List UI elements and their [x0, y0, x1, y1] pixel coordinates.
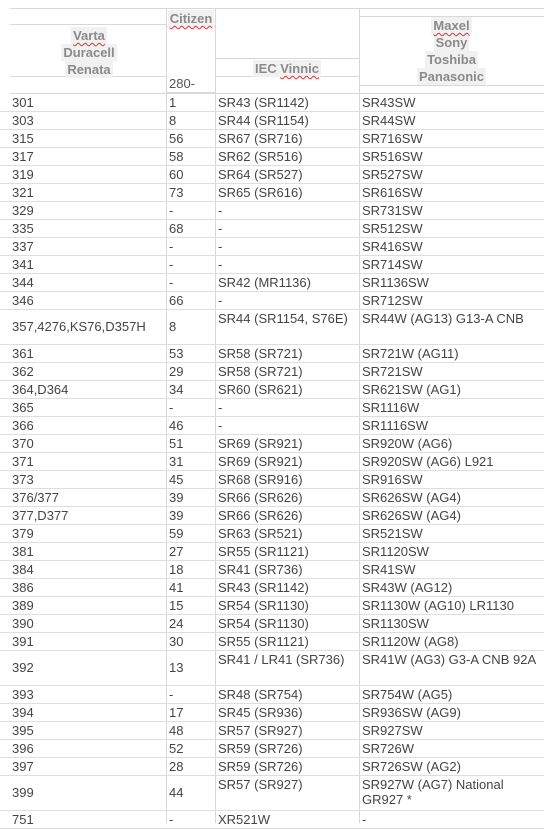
citizen-code-cell: 73: [169, 185, 184, 200]
table-row: [0, 740, 544, 758]
maxel-code-cell: SR712SW: [362, 293, 423, 308]
varta-code-cell: 386: [12, 580, 34, 595]
table-row: [0, 345, 544, 363]
varta-code-cell: 390: [12, 616, 34, 631]
citizen-code-cell: 45: [169, 472, 184, 487]
varta-code-cell: 346: [12, 293, 34, 308]
table-row: [0, 238, 544, 256]
iec-code-cell: SR43 (SR1142): [218, 95, 309, 110]
varta-code-cell: 394: [12, 705, 34, 720]
varta-code-cell: 373: [12, 472, 34, 487]
maxel-code-cell: SR920SW (AG6) L921: [362, 454, 494, 469]
maxel-code-cell: SR43SW: [362, 95, 416, 110]
iec-code-cell: SR62 (SR516): [218, 149, 303, 164]
maxel-code-cell: SR516SW: [362, 149, 423, 164]
maxel-code-cell: SR936SW (AG9): [362, 705, 461, 720]
varta-code-cell: 381: [12, 544, 34, 559]
maxel-code-cell: SR1130SW: [362, 616, 429, 631]
maxel-code-cell: SR44SW: [362, 113, 416, 128]
iec-code-cell: -: [218, 257, 223, 272]
iec-code-cell: -: [218, 203, 223, 218]
iec-code-cell: SR54 (SR1130): [218, 616, 309, 631]
citizen-code-cell: 31: [169, 454, 184, 469]
citizen-code-cell: -: [169, 400, 174, 415]
header-brands-maxel: [359, 17, 544, 85]
header-sony: Sony: [435, 35, 468, 50]
maxel-code-cell: SR521SW: [362, 526, 423, 541]
maxel-code-cell: SR1136SW: [362, 275, 429, 290]
table-row: [0, 776, 544, 811]
maxel-code-cell: SR721W (AG11): [362, 346, 459, 361]
citizen-code-cell: 29: [169, 364, 184, 379]
iec-code-cell: SR45 (SR936): [218, 705, 303, 720]
maxel-code-cell: SR512SW: [362, 221, 423, 236]
maxel-code-cell: SR1116W: [362, 400, 420, 415]
header-citizen-prefix: 280-: [169, 76, 196, 91]
varta-code-cell: 392: [12, 660, 34, 675]
maxel-code-cell: SR621SW (AG1): [362, 382, 461, 397]
iec-code-cell: SR42 (MR1136): [218, 275, 311, 290]
citizen-code-cell: 28: [169, 759, 184, 774]
citizen-code-cell: 13: [169, 660, 184, 675]
iec-code-cell: SR59 (SR726): [218, 759, 303, 774]
varta-code-cell: 341: [12, 257, 34, 272]
maxel-code-cell: SR1130W (AG10) LR1130: [362, 598, 514, 613]
varta-code-cell: 362: [12, 364, 34, 379]
varta-code-cell: 399: [12, 785, 34, 800]
maxel-code-cell: SR44W (AG13) G13-A CNB: [362, 311, 524, 326]
varta-code-cell: 397: [12, 759, 34, 774]
maxel-code-cell: SR626SW (AG4): [362, 508, 461, 523]
table-row: [0, 525, 544, 543]
header-brands-varta: [12, 27, 166, 78]
varta-code-cell: 396: [12, 741, 34, 756]
citizen-code-cell: 39: [169, 508, 184, 523]
header-maxel: Maxel: [433, 18, 470, 33]
citizen-code-cell: 8: [169, 319, 177, 334]
citizen-code-cell: 60: [169, 167, 184, 182]
table-row: [0, 453, 544, 471]
table-row: [0, 130, 544, 148]
varta-code-cell: 361: [12, 346, 34, 361]
table-row: [0, 597, 544, 615]
header-toshiba: Toshiba: [427, 52, 476, 67]
citizen-code-cell: -: [169, 687, 174, 702]
maxel-code-cell: SR721SW: [362, 364, 423, 379]
maxel-code-cell: SR714SW: [362, 257, 423, 272]
table-row: [0, 112, 544, 130]
varta-code-cell: 393: [12, 687, 34, 702]
varta-code-cell: 389: [12, 598, 34, 613]
varta-code-cell: 391: [12, 634, 34, 649]
varta-code-cell: 329: [12, 203, 34, 218]
varta-code-cell: 371: [12, 454, 34, 469]
citizen-code-cell: 27: [169, 544, 184, 559]
citizen-code-cell: 51: [169, 436, 184, 451]
iec-code-cell: SR41 (SR736): [218, 562, 303, 577]
table-row: [0, 148, 544, 166]
iec-code-cell: SR66 (SR626): [218, 508, 303, 523]
varta-code-cell: 377,D377: [12, 508, 69, 523]
table-row: [0, 435, 544, 453]
citizen-code-cell: 1: [169, 95, 177, 110]
varta-code-cell: 335: [12, 221, 34, 236]
table-row: [0, 94, 544, 112]
table-row: [0, 489, 544, 507]
maxel-code-cell: SR920W (AG6): [362, 436, 453, 451]
iec-code-cell: SR55 (SR1121): [218, 634, 309, 649]
citizen-code-cell: -: [169, 257, 174, 272]
maxel-code-cell: SR41W (AG3) G3-A CNB 92A: [362, 652, 537, 667]
iec-code-cell: SR59 (SR726): [218, 741, 303, 756]
iec-code-cell: SR55 (SR1121): [218, 544, 309, 559]
table-row: [0, 220, 544, 238]
citizen-code-cell: 39: [169, 490, 184, 505]
maxel-code-cell: SR1116SW: [362, 418, 428, 433]
maxel-code-cell: SR1120W (AG8): [362, 634, 459, 649]
citizen-code-cell: 18: [169, 562, 184, 577]
iec-code-cell: SR43 (SR1142): [218, 580, 309, 595]
citizen-code-cell: 53: [169, 346, 184, 361]
header-citizen: Citizen: [169, 11, 213, 26]
varta-code-cell: 303: [12, 113, 34, 128]
iec-code-cell: SR44 (SR1154): [218, 113, 309, 128]
table-row: [0, 722, 544, 740]
citizen-code-cell: -: [169, 812, 174, 827]
varta-code-cell: 317: [12, 149, 34, 164]
iec-code-cell: SR48 (SR754): [218, 687, 303, 702]
iec-code-cell: SR64 (SR527): [218, 167, 303, 182]
varta-code-cell: 370: [12, 436, 34, 451]
varta-code-cell: 301: [12, 95, 34, 110]
table-row: [0, 561, 544, 579]
header-iec-vinnic: [215, 60, 359, 77]
iec-code-cell: SR67 (SR716): [218, 131, 303, 146]
citizen-code-cell: 44: [169, 785, 184, 800]
iec-code-cell: SR58 (SR721): [218, 364, 303, 379]
table-row: [0, 811, 544, 829]
varta-code-cell: 384: [12, 562, 34, 577]
header-line: [10, 24, 166, 25]
varta-code-cell: 357,4276,KS76,D357H: [12, 319, 146, 334]
maxel-code-cell: -: [362, 812, 367, 827]
maxel-code-cell: SR927W (AG7) National GR927 *: [362, 777, 504, 807]
header-varta: Varta: [73, 28, 105, 43]
citizen-code-cell: 58: [169, 149, 184, 164]
maxel-code-cell: SR726SW (AG2): [362, 759, 461, 774]
citizen-code-cell: 34: [169, 382, 184, 397]
header-duracell: Duracell: [63, 45, 115, 60]
iec-code-cell: -: [218, 293, 223, 308]
header-panasonic: Panasonic: [418, 69, 485, 84]
table-row: [0, 633, 544, 651]
iec-code-cell: SR65 (SR616): [218, 185, 303, 200]
table-row: [0, 292, 544, 310]
iec-code-cell: -: [218, 400, 223, 415]
citizen-code-cell: 17: [169, 705, 184, 720]
iec-code-cell: SR41 / LR41 (SR736): [218, 652, 345, 667]
citizen-code-cell: -: [169, 275, 174, 290]
citizen-code-cell: 68: [169, 221, 184, 236]
citizen-code-cell: 66: [169, 293, 184, 308]
citizen-code-cell: 46: [169, 418, 184, 433]
varta-code-cell: 365: [12, 400, 34, 415]
citizen-code-cell: 15: [169, 598, 184, 613]
table-row: [0, 274, 544, 292]
table-row: [0, 471, 544, 489]
iec-code-cell: SR69 (SR921): [218, 436, 303, 451]
header-line: [215, 58, 359, 59]
citizen-code-cell: 56: [169, 131, 184, 146]
varta-code-cell: 751: [12, 812, 34, 827]
varta-code-cell: 364,D364: [12, 382, 69, 397]
citizen-code-cell: 48: [169, 723, 184, 738]
header-line: [359, 85, 544, 86]
iec-code-cell: -: [218, 239, 223, 254]
table-row: [0, 256, 544, 274]
header-iec: IEC: [254, 61, 281, 76]
maxel-code-cell: SR731SW: [362, 203, 423, 218]
table-row: [0, 381, 544, 399]
iec-code-cell: -: [218, 221, 223, 236]
table-row: [0, 579, 544, 597]
varta-code-cell: 319: [12, 167, 34, 182]
maxel-code-cell: SR716SW: [362, 131, 423, 146]
iec-code-cell: SR69 (SR921): [218, 454, 303, 469]
citizen-code-cell: 24: [169, 616, 184, 631]
varta-code-cell: 366: [12, 418, 34, 433]
table-row: [0, 399, 544, 417]
maxel-code-cell: SR726W: [362, 741, 415, 756]
table-row: [0, 417, 544, 435]
iec-code-cell: SR58 (SR721): [218, 346, 303, 361]
iec-code-cell: SR57 (SR927): [218, 777, 303, 792]
table-row: [0, 543, 544, 561]
table-row: [0, 686, 544, 704]
varta-code-cell: 395: [12, 723, 34, 738]
table-row: [0, 363, 544, 381]
iec-code-cell: -: [218, 418, 223, 433]
iec-code-cell: SR44 (SR1154, S76E): [218, 311, 348, 326]
varta-code-cell: 379: [12, 526, 34, 541]
varta-code-cell: 321: [12, 185, 34, 200]
iec-code-cell: SR54 (SR1130): [218, 598, 309, 613]
maxel-code-cell: SR527SW: [362, 167, 423, 182]
varta-code-cell: 344: [12, 275, 34, 290]
varta-code-cell: 337: [12, 239, 34, 254]
varta-code-cell: 376/377: [12, 490, 59, 505]
citizen-code-cell: 8: [169, 113, 177, 128]
citizen-code-cell: 41: [169, 580, 184, 595]
iec-code-cell: SR57 (SR927): [218, 723, 303, 738]
table-row: [0, 166, 544, 184]
table-row: [0, 704, 544, 722]
iec-code-cell: SR68 (SR916): [218, 472, 303, 487]
table-row: [0, 310, 544, 345]
maxel-code-cell: SR416SW: [362, 239, 423, 254]
header-vinnic: Vinnic: [280, 61, 320, 76]
citizen-code-cell: -: [169, 203, 174, 218]
table-row: [0, 507, 544, 525]
maxel-code-cell: SR616SW: [362, 185, 423, 200]
maxel-code-cell: SR41SW: [362, 562, 416, 577]
citizen-code-cell: 59: [169, 526, 184, 541]
maxel-code-cell: SR626SW (AG4): [362, 490, 461, 505]
citizen-code-cell: 52: [169, 741, 184, 756]
iec-code-cell: SR63 (SR521): [218, 526, 303, 541]
table-row: [0, 184, 544, 202]
iec-code-cell: XR521W: [218, 812, 271, 827]
citizen-code-cell: -: [169, 239, 174, 254]
maxel-code-cell: SR927SW: [362, 723, 423, 738]
table-row: [0, 202, 544, 220]
table-row: [0, 615, 544, 633]
citizen-code-cell: 30: [169, 634, 184, 649]
header-line: [10, 8, 544, 9]
maxel-code-cell: SR1120SW: [362, 544, 429, 559]
maxel-code-cell: SR754W (AG5): [362, 687, 453, 702]
table-row: [0, 758, 544, 776]
header-renata: Renata: [67, 62, 111, 77]
table-row: [0, 651, 544, 686]
iec-code-cell: SR60 (SR621): [218, 382, 303, 397]
maxel-code-cell: SR43W (AG12): [362, 580, 453, 595]
iec-code-cell: SR66 (SR626): [218, 490, 303, 505]
maxel-code-cell: SR916SW: [362, 472, 423, 487]
varta-code-cell: 315: [12, 131, 34, 146]
